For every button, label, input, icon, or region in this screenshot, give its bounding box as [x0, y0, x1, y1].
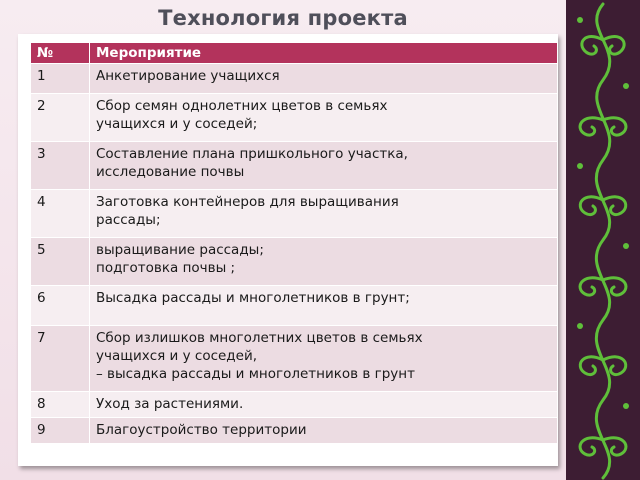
row-number: 4: [31, 190, 90, 238]
table-row: [31, 418, 558, 444]
row-activity: Уход за растениями.: [90, 392, 558, 418]
table-row: [31, 94, 558, 142]
row-activity: Благоустройство территории: [90, 418, 558, 444]
table-row: [31, 286, 558, 326]
row-number: 2: [31, 94, 90, 142]
row-number: 1: [31, 64, 90, 94]
row-activity: Анкетирование учащихся: [90, 64, 558, 94]
table-row: [31, 142, 558, 190]
row-activity: Составление плана пришкольного участка, исследование почвы: [90, 142, 558, 190]
row-number: 5: [31, 238, 90, 286]
table-row: [31, 326, 558, 392]
table-row: [31, 392, 558, 418]
row-activity: Сбор семян однолетних цветов в семьях учащихся и у соседей;: [90, 94, 558, 142]
header-activity: Мероприятие: [90, 43, 558, 64]
row-activity: выращивание рассады; подготовка почвы ;: [90, 238, 558, 286]
table-row: [31, 190, 558, 238]
page-title: Технология проекта: [158, 6, 408, 30]
project-table: [30, 42, 558, 444]
side-ornament-panel: [566, 0, 640, 480]
floral-swirl-icon: [566, 0, 640, 480]
row-number: 7: [31, 326, 90, 392]
header-number: №: [31, 43, 90, 64]
row-activity: Заготовка контейнеров для выращивания рассады;: [90, 190, 558, 238]
row-activity: Высадка рассады и многолетников в грунт;: [90, 286, 558, 326]
table-header-row: [31, 43, 558, 64]
table-row: [31, 64, 558, 94]
table-row: [31, 238, 558, 286]
row-number: 8: [31, 392, 90, 418]
row-activity: Сбор излишков многолетних цветов в семьях учащихся и у соседей, – высадка рассады и многолетников в грунт: [90, 326, 558, 392]
row-number: 9: [31, 418, 90, 444]
row-number: 3: [31, 142, 90, 190]
table-container: [18, 34, 558, 466]
row-number: 6: [31, 286, 90, 326]
